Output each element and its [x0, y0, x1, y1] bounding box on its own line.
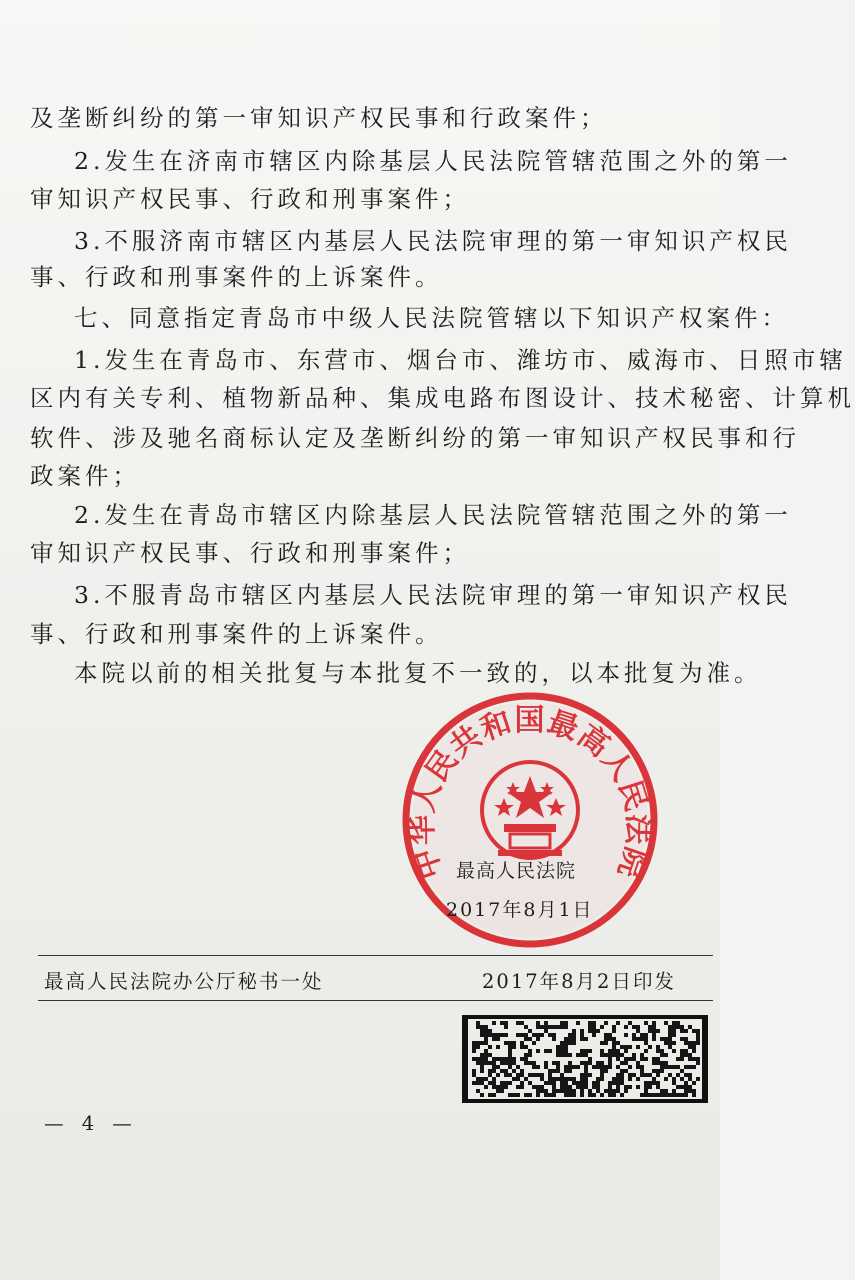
issuer-name: 最高人民法院	[456, 860, 577, 882]
text-line-12: 审知识产权民事、行政和刑事案件；	[30, 539, 470, 567]
text-line-2: 2.发生在济南市辖区内除基层人民法院管辖范围之外的第一	[74, 147, 792, 175]
page-number: — 4 —	[44, 1112, 138, 1135]
text-line-6: 七、同意指定青岛市中级人民法院管辖以下知识产权案件：	[74, 304, 789, 332]
issuing-office: 最高人民法院办公厅秘书一处	[44, 970, 324, 993]
issue-date: 2017年8月1日	[446, 899, 594, 921]
text-line-15: 本院以前的相关批复与本批复不一致的，以本批复为准。	[74, 659, 762, 687]
text-line-5: 事、行政和刑事案件的上诉案件。	[30, 263, 443, 291]
footer-rule-top	[38, 955, 713, 956]
text-line-7: 1.发生在青岛市、东营市、烟台市、潍坊市、威海市、日照市辖	[74, 346, 847, 374]
text-line-8: 区内有关专利、植物新品种、集成电路布图设计、技术秘密、计算机	[30, 384, 855, 412]
text-line-4: 3.不服济南市辖区内基层人民法院审理的第一审知识产权民	[74, 227, 792, 255]
text-line-3: 审知识产权民事、行政和刑事案件；	[30, 185, 470, 213]
text-line-1: 及垄断纠纷的第一审知识产权民事和行政案件；	[30, 104, 608, 132]
text-line-10: 政案件；	[30, 462, 140, 490]
text-line-13: 3.不服青岛市辖区内基层人民法院审理的第一审知识产权民	[74, 581, 792, 609]
svg-text:中华人民共和国最高人民法院: 中华人民共和国最高人民法院	[404, 703, 656, 884]
text-line-14: 事、行政和刑事案件的上诉案件。	[30, 620, 443, 648]
text-line-11: 2.发生在青岛市辖区内除基层人民法院管辖范围之外的第一	[74, 501, 792, 529]
text-line-9: 软件、涉及驰名商标认定及垄断纠纷的第一审知识产权民事和行	[30, 424, 800, 452]
print-date: 2017年8月2日印发	[482, 970, 676, 993]
footer-rule-bottom	[38, 1000, 713, 1001]
barcode-icon	[462, 1015, 708, 1103]
